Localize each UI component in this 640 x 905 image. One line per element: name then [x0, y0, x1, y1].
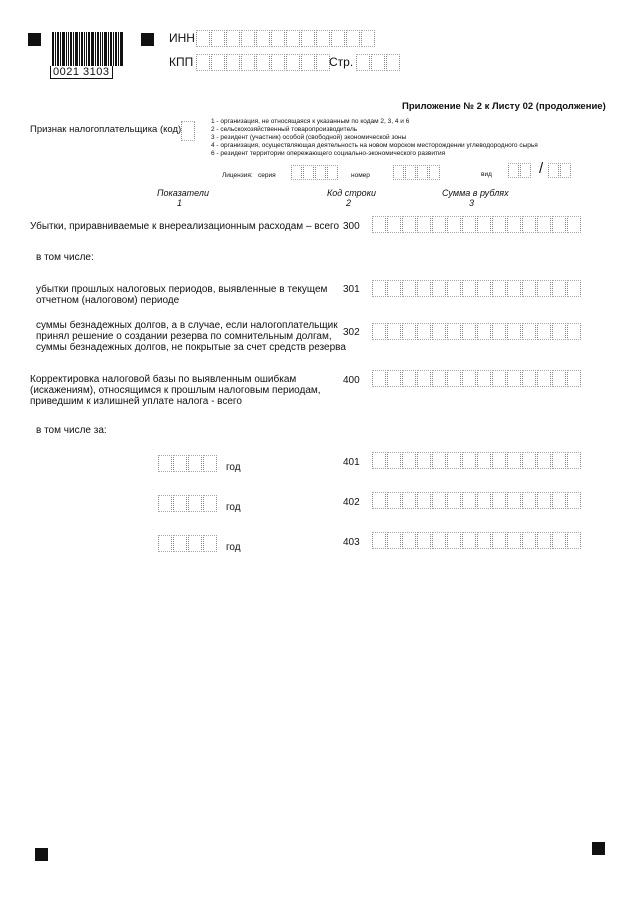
- taxpayer-code-6: 6 - резидент территории опережающего социально-экономического развития: [211, 150, 446, 157]
- taxpayer-code-cell[interactable]: [181, 121, 196, 141]
- row-403-year-cells[interactable]: [158, 535, 218, 552]
- license-label: Лицензия:: [222, 172, 253, 179]
- row-301-amount[interactable]: [372, 280, 582, 297]
- row-403-code: 403: [343, 537, 360, 548]
- kpp-label: КПП: [169, 55, 194, 69]
- barcode-image: [52, 32, 129, 66]
- row-401-year-label: год: [226, 462, 241, 473]
- row-300-amount[interactable]: [372, 216, 582, 233]
- col2-header: Код строки: [327, 188, 376, 198]
- corner-marker-top-right: [141, 33, 154, 46]
- row-302-line3: суммы безнадежных долгов, не покрытые за счет средств резерва: [36, 342, 346, 353]
- row-401-code: 401: [343, 457, 360, 468]
- including-label-2: в том числе за:: [36, 425, 107, 436]
- row-402-year-cells[interactable]: [158, 495, 218, 512]
- inn-label: ИНН: [169, 31, 195, 45]
- row-401-year-cells[interactable]: [158, 455, 218, 472]
- row-400-amount[interactable]: [372, 370, 582, 387]
- page-title: Приложение № 2 к Листу 02 (продолжение): [402, 101, 606, 112]
- row-400-line1: Корректировка налоговой базы по выявленным ошибкам: [30, 374, 297, 385]
- col3-number: 3: [469, 198, 475, 208]
- corner-marker-bottom-left: [35, 848, 48, 861]
- taxpayer-code-4: 4 - организация, осуществляющая деятельность на новом морском месторождении углеводородного сырья: [211, 142, 538, 149]
- row-400-code: 400: [343, 375, 360, 386]
- license-kind-label: вид: [481, 171, 492, 178]
- barcode-number: 0021 3103: [50, 66, 113, 79]
- including-label-1: в том числе:: [36, 252, 94, 263]
- row-402-amount[interactable]: [372, 492, 582, 509]
- inn-cells[interactable]: [196, 30, 376, 47]
- taxpayer-code-2: 2 - сельскохозяйственный товаропроизводитель: [211, 126, 358, 133]
- row-302-code: 302: [343, 327, 360, 338]
- row-302-line1: суммы безнадежных долгов, а в случае, если налогоплательщик: [36, 320, 338, 331]
- row-301-line2: отчетном (налоговом) периоде: [36, 295, 180, 306]
- col1-header: Показатели: [157, 188, 209, 198]
- row-403-year-label: год: [226, 542, 241, 553]
- row-301-line1: убытки прошлых налоговых периодов, выявленные в текущем: [36, 284, 328, 295]
- row-302-line2: принял решение о создании резерва по сомнительным долгам,: [36, 331, 332, 342]
- license-number-cells[interactable]: [393, 165, 441, 180]
- page-cells[interactable]: [356, 54, 401, 71]
- col1-number: 1: [177, 198, 183, 208]
- row-400-line2: (искажениям), относящимся к прошлым налоговым периодам,: [30, 385, 321, 396]
- license-slash: /: [539, 160, 544, 177]
- row-403-amount[interactable]: [372, 532, 582, 549]
- license-series-cells[interactable]: [291, 165, 339, 180]
- kpp-cells[interactable]: [196, 54, 331, 71]
- license-series-label: серия: [258, 172, 276, 179]
- taxpayer-code-1: 1 - организация, не относящаяся к указанным по кодам 2, 3, 4 и 6: [211, 118, 410, 125]
- row-402-code: 402: [343, 497, 360, 508]
- row-302-amount[interactable]: [372, 323, 582, 340]
- row-402-year-label: год: [226, 502, 241, 513]
- taxpayer-label: Признак налогоплательщика (код): [30, 124, 182, 135]
- row-300-text: Убытки, приравниваемые к внереализационным расходам – всего: [30, 221, 340, 232]
- license-kind-cells-1[interactable]: [508, 163, 532, 178]
- row-400-line3: приведшим к излишней уплате налога - всего: [30, 396, 242, 407]
- corner-marker-top-left: [28, 33, 41, 46]
- license-kind-cells-2[interactable]: [548, 163, 572, 178]
- row-300-code: 300: [343, 221, 360, 232]
- col2-number: 2: [346, 198, 352, 208]
- taxpayer-code-3: 3 - резидент (участник) особой (свободной) экономической зоны: [211, 134, 407, 141]
- row-401-amount[interactable]: [372, 452, 582, 469]
- license-number-label: номер: [351, 172, 370, 179]
- col3-header: Сумма в рублях: [442, 188, 509, 198]
- page-label: Стр.: [329, 55, 354, 69]
- row-301-code: 301: [343, 284, 360, 295]
- corner-marker-bottom-right: [592, 842, 605, 855]
